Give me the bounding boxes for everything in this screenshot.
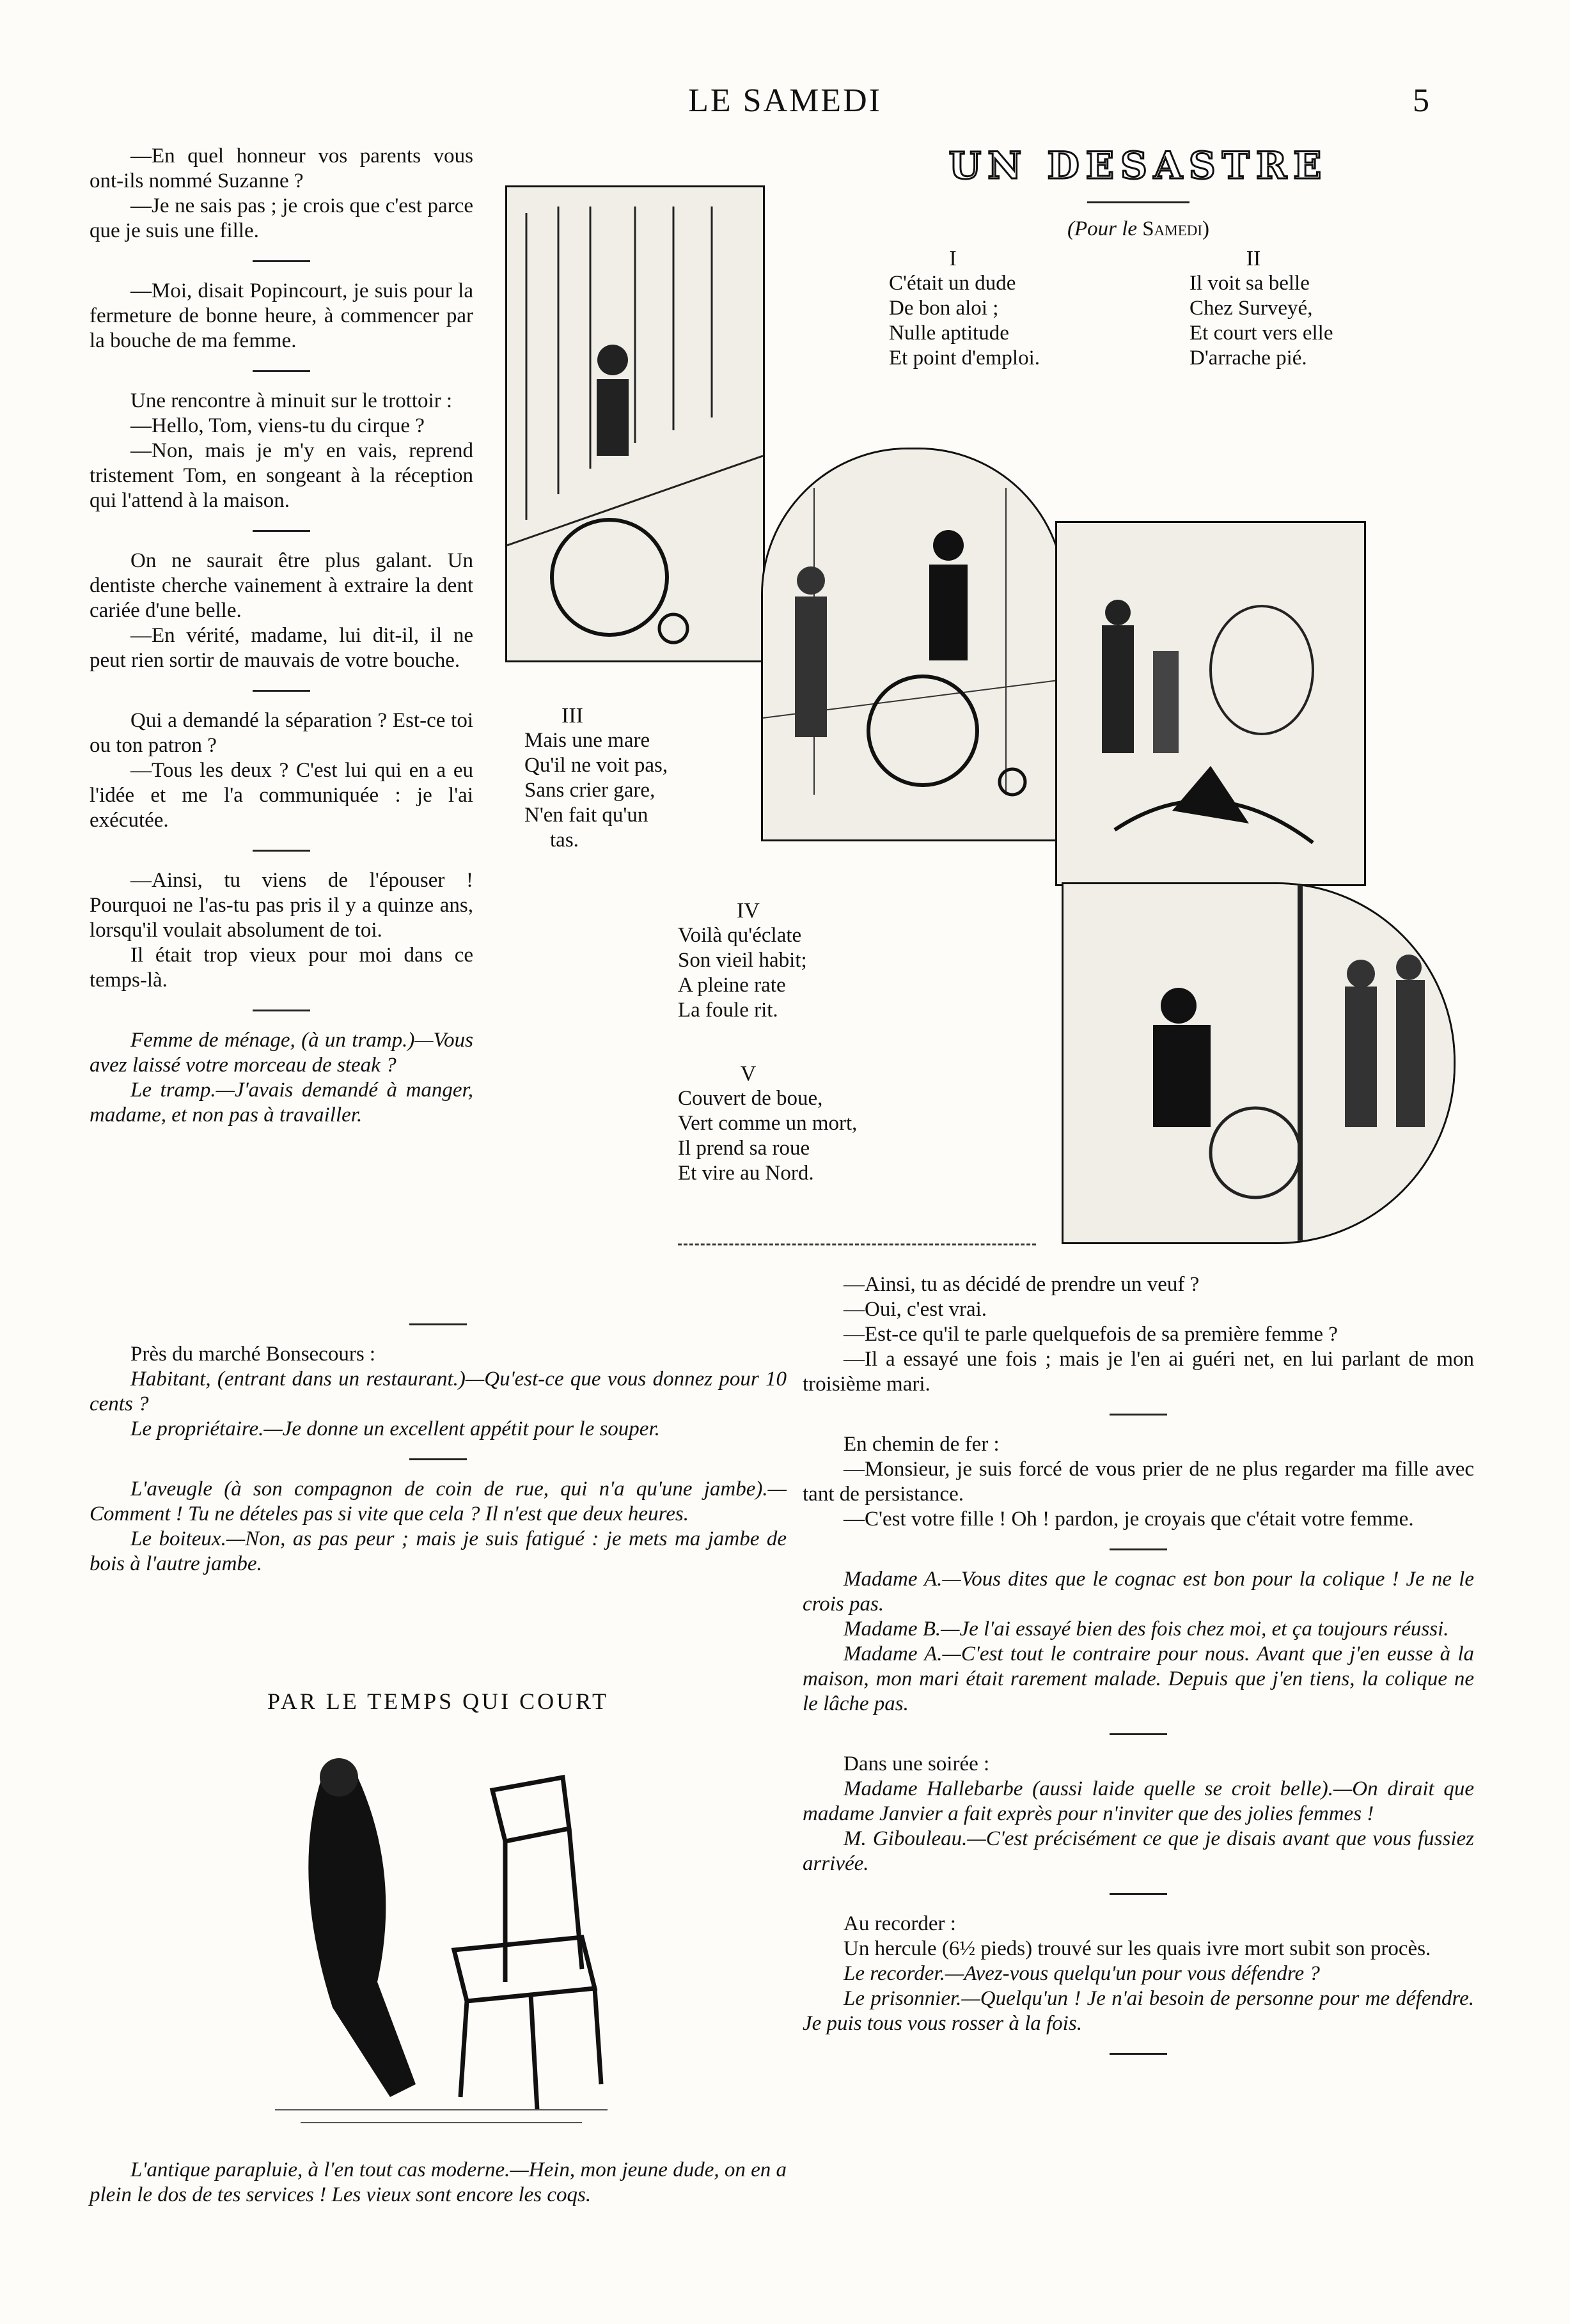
joke-line: Près du marché Bonsecours : (130, 1343, 376, 1366)
verse-line: La foule rit. (678, 999, 778, 1022)
joke-line: En chemin de fer : (844, 1433, 1000, 1456)
joke-line: Le prisonnier.—Quelqu'un ! Je n'ai besoin de personne pour me défendre. Je puis tous vous rosser à la fois. (803, 1987, 1474, 2035)
cartoon-caption (90, 2158, 787, 2208)
verse-line: Et vire au Nord. (678, 1162, 814, 1185)
joke-line: Le tramp.—J'avais demandé à manger, madame, et non pas à travailler. (90, 1079, 473, 1127)
separator (253, 370, 310, 372)
joke-line: —C'est votre fille ! Oh ! pardon, je croyais que c'était votre femme. (844, 1508, 1414, 1531)
joke-line: —Oui, c'est vrai. (844, 1298, 987, 1321)
joke-line: Un hercule (6½ pieds) trouvé sur les quais ivre mort subit son procès. (844, 1937, 1431, 1960)
joke-line: Dans une soirée : (844, 1752, 990, 1775)
verse-line: Il voit sa belle (1189, 272, 1310, 295)
verse-line: Chez Surveyé, (1189, 297, 1313, 320)
joke-line: —Non, mais je m'y en vais, reprend tristement Tom, en songeant à la réception qui l'attend à la maison. (90, 439, 473, 512)
left-column (90, 144, 473, 1128)
joke-line: —En quel honneur vos parents vous ont-ils nommé Suzanne ? (90, 144, 473, 192)
joke-line: Qui a demandé la séparation ? Est-ce toi ou ton patron ? (90, 709, 473, 757)
verse-line: N'en fait qu'un (524, 804, 648, 827)
verse-line: Sans crier gare, (524, 779, 655, 802)
illustration-cyclist-street (505, 185, 765, 662)
joke-line: Madame B.—Je l'ai essayé bien des fois chez moi, et ça toujours réussi. (844, 1618, 1449, 1641)
verse-line: Et point d'emploi. (889, 347, 1040, 370)
stanza-1 (889, 246, 1132, 371)
separator (253, 530, 310, 532)
stanza-2 (1189, 246, 1433, 371)
subtitle-sc: Samedi (1142, 217, 1203, 240)
joke-line: Madame A.—Vous dites que le cognac est bon pour la colique ! Je ne le crois pas. (803, 1568, 1474, 1616)
separator (1110, 1893, 1167, 1895)
joke-line: M. Gibouleau.—C'est précisément ce que je disais avant que vous fussiez arrivée. (803, 1827, 1474, 1875)
joke-line: —Il a essayé une fois ; mais je l'en ai guéri net, en lui parlant de mon troisième mari. (803, 1348, 1474, 1396)
joke-line: —Ainsi, tu as décidé de prendre un veuf ? (844, 1273, 1200, 1296)
verse-line: Voilà qu'éclate (678, 924, 802, 947)
running-title: LE SAMEDI (688, 82, 882, 119)
verse-line: Vert comme un mort, (678, 1112, 858, 1135)
joke-line: —Est-ce qu'il te parle quelquefois de sa première femme ? (844, 1323, 1338, 1346)
stanza-5 (678, 1061, 934, 1186)
joke-line: Madame Hallebarbe (aussi laide quelle se croit belle).—On dirait que madame Janvier a fait exprès pour n'inviter que des jolies femmes ! (803, 1777, 1474, 1825)
illustration-umbrella-chair (262, 1739, 620, 2135)
joke-line: Habitant, (entrant dans un restaurant.)—Qu'est-ce que vous donnez pour 10 cents ? (90, 1368, 787, 1415)
separator (253, 690, 310, 692)
verse-line: A pleine rate (678, 974, 786, 997)
separator (409, 1323, 467, 1325)
verse-line: Et court vers elle (1189, 322, 1333, 345)
subtitle-pre: (Pour le (1067, 217, 1143, 240)
illustration-dude-waving (761, 448, 1065, 841)
verse-line: C'était un dude (889, 272, 1016, 295)
page-number: 5 (1413, 82, 1429, 119)
title-rule (1087, 201, 1189, 203)
verse-line: Nulle aptitude (889, 322, 1009, 345)
stanza-number: I (949, 247, 957, 270)
joke-line: —Tous les deux ? C'est lui qui en a eu l'idée et me l'a communiquée : je l'ai exécutée. (90, 759, 473, 832)
joke-line: Le recorder.—Avez-vous quelqu'un pour vous défendre ? (844, 1962, 1320, 1985)
joke-line: On ne saurait être plus galant. Un dentiste cherche vainement à extraire la dent cariée d'une belle. (90, 549, 473, 622)
verse-line: tas. (550, 829, 579, 852)
separator (253, 260, 310, 262)
joke-line: —Moi, disait Popincourt, je suis pour la fermeture de bonne heure, à commencer par la bouche de ma femme. (90, 279, 473, 352)
verse-line: Couvert de boue, (678, 1087, 823, 1110)
cartoon-title: PAR LE TEMPS QUI COURT (267, 1688, 609, 1714)
verse-line: Il prend sa roue (678, 1137, 810, 1160)
joke-line: Le propriétaire.—Je donne un excellent appétit pour le souper. (130, 1417, 660, 1440)
verse-line: Son vieil habit; (678, 949, 807, 972)
stanza-number: II (1246, 247, 1261, 270)
stanza-number: III (561, 704, 583, 728)
poem-title: UN DESASTRE (948, 144, 1328, 187)
middle-column (90, 1323, 787, 1577)
poem-subtitle (851, 217, 1426, 241)
poem-end-rule (678, 1244, 1036, 1245)
separator (1110, 1414, 1167, 1415)
separator (1110, 1548, 1167, 1550)
stanza-3 (524, 703, 755, 853)
separator (1110, 1733, 1167, 1735)
joke-line: —En vérité, madame, lui dit-il, il ne peut rien sortir de mauvais de votre bouche. (90, 624, 473, 672)
illustration-fall-in-puddle (1055, 521, 1366, 886)
joke-line: Une rencontre à minuit sur le trottoir : (130, 389, 453, 412)
joke-line: —Monsieur, je suis forcé de vous prier de ne plus regarder ma fille avec tant de persistance. (803, 1458, 1474, 1506)
joke-line: —Hello, Tom, viens-tu du cirque ? (130, 414, 425, 437)
joke-line: —Je ne sais pas ; je crois que c'est parce que je suis une fille. (90, 194, 473, 242)
stanza-4 (678, 898, 934, 1023)
right-column (803, 1272, 1474, 2071)
verse-line: De bon aloi ; (889, 297, 999, 320)
illustration-crowd-laughing (1062, 882, 1456, 1244)
separator (253, 850, 310, 852)
joke-line: Le boiteux.—Non, as pas peur ; mais je suis fatigué : je mets ma jambe de bois à l'autre jambe. (90, 1527, 787, 1575)
caption-text: L'antique parapluie, à l'en tout cas moderne.—Hein, mon jeune dude, on en a plein le dos de tes services ! Les vieux sont encore les coqs. (90, 2158, 787, 2206)
verse-line: Qu'il ne voit pas, (524, 754, 668, 777)
separator (409, 1458, 467, 1460)
verse-line: Mais une mare (524, 729, 650, 752)
subtitle-post: ) (1202, 217, 1210, 240)
separator (253, 1010, 310, 1011)
verse-line: D'arrache pié. (1189, 347, 1307, 370)
stanza-number: V (740, 1062, 757, 1086)
joke-line: Femme de ménage, (à un tramp.)—Vous avez laissé votre morceau de steak ? (90, 1029, 473, 1077)
separator (1110, 2053, 1167, 2055)
joke-line: Madame A.—C'est tout le contraire pour nous. Avant que j'en eusse à la maison, mon mari était rarement malade. Depuis que j'en tiens, la colique ne le lâche pas. (803, 1642, 1474, 1715)
joke-line: Au recorder : (844, 1912, 956, 1935)
joke-line: L'aveugle (à son compagnon de coin de rue, qui n'a qu'une jambe).—Comment ! Tu ne dételes pas si vite que cela ? Il n'est que deux heures. (90, 1478, 787, 1525)
stanza-number: IV (737, 899, 760, 923)
joke-line: Il était trop vieux pour moi dans ce temps-là. (90, 944, 473, 992)
joke-line: —Ainsi, tu viens de l'épouser ! Pourquoi ne l'as-tu pas pris il y a quinze ans, lorsqu'il voulait absolument de toi. (90, 869, 473, 942)
